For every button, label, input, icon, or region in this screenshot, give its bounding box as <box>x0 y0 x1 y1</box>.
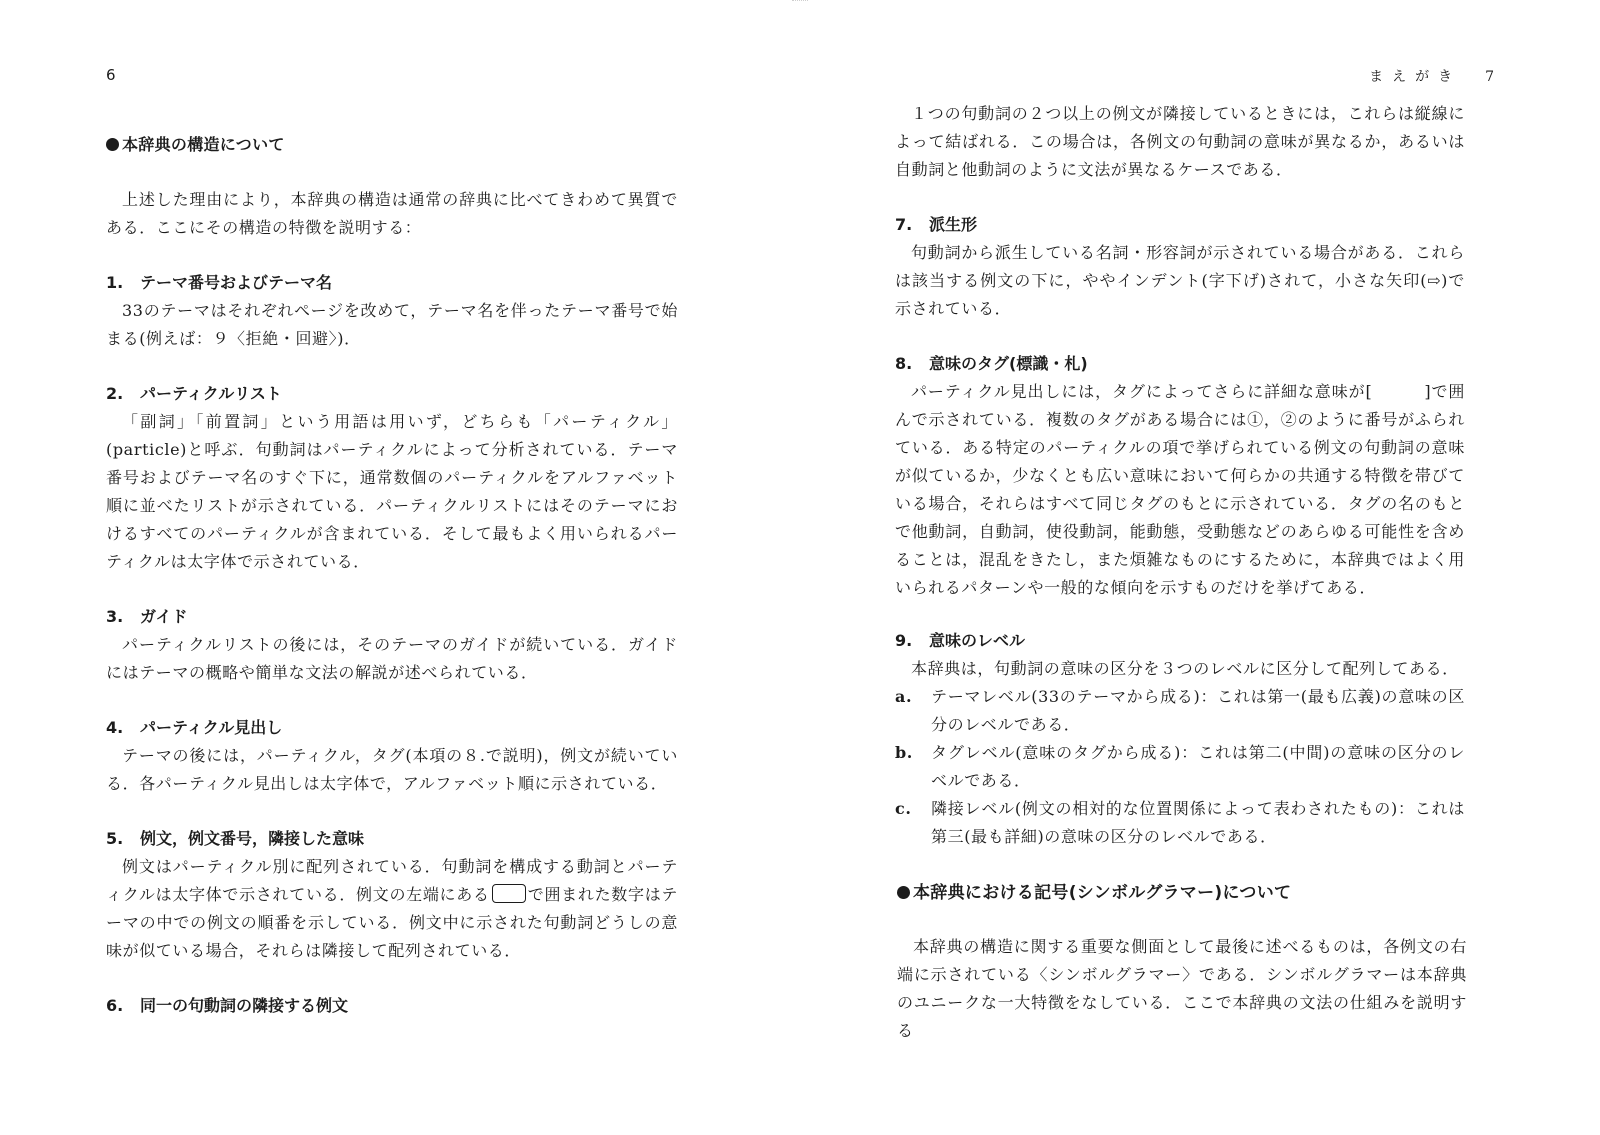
section-5 <box>106 825 678 965</box>
page-number-right: 7 <box>1485 69 1494 85</box>
section-4-heading <box>106 714 678 742</box>
section-7-body: 句動詞から派生している名詞・形容詞が示されている場合がある．これらは該当する例文の下に，ややインデント(字下げ)されて，小さな矢印(⇨)で示されている． <box>895 243 1465 318</box>
section-4-body: テーマの後には，パーティクル，タグ(本項の８.で説明)，例文が続いている．各パーティクル見出しは太字体で，アルファベット順に示されている． <box>106 746 678 793</box>
list-text: タグレベル(意味のタグから成る)：これは第二(中間)の意味の区分のレベルである． <box>931 743 1465 790</box>
section-title: 派生形 <box>929 215 978 234</box>
section-1-heading <box>106 269 678 297</box>
section-6 <box>106 992 678 1020</box>
section-1 <box>106 269 678 353</box>
bullet-dot-icon <box>106 138 119 151</box>
rounded-box-symbol-icon <box>492 884 526 903</box>
continuation-text: １つの句動詞の２つ以上の例文が隣接しているときには，これらは縦線によって結ばれる．この場合は，各例文の句動詞の意味が異なるか，あるいは自動詞と他動詞のように文法が異なるケースである． <box>895 104 1465 179</box>
continuation-paragraph <box>895 100 1465 184</box>
section-2-heading <box>106 380 678 408</box>
section-number: 7. <box>895 215 913 234</box>
section-title: ガイド <box>140 607 188 626</box>
section-7 <box>895 211 1465 323</box>
section-heading-structure <box>106 132 285 155</box>
section-9-body: 本辞典は，句動詞の意味の区分を３つのレベルに区分して配列してある． <box>911 659 1459 678</box>
list-letter: a. <box>895 687 913 706</box>
section-title: パーティクルリスト <box>140 384 282 403</box>
bullet-dot-icon <box>897 886 910 899</box>
section-6-heading <box>106 992 678 1020</box>
section-number: 3. <box>106 607 124 626</box>
section-number: 8. <box>895 354 913 373</box>
section-2-body: 「副詞」「前置詞」という用語は用いず，どちらも「パーティクル」(particle)と呼ぶ．句動詞はパーティクルによって分析されている．テーマ番号およびテーマ名のすぐ下に，通常数個のパーティクルをアルファベット順に並べたリストが示されている．パーティクルリストにはそのテーマにおけるすべてのパーティクルが含まれている．そして最もよく用いられるパーティクルは太字体で示されている． <box>106 412 678 571</box>
heading-text: 本辞典における記号(シンボルグラマー)について <box>913 883 1292 903</box>
page-number-left: 6 <box>106 66 116 84</box>
intro-paragraph <box>106 186 678 242</box>
running-head <box>1369 66 1494 86</box>
list-letter: b. <box>895 743 913 762</box>
section-title: 意味のレベル <box>929 631 1026 650</box>
section-9 <box>895 627 1465 851</box>
section-number: 9. <box>895 631 913 650</box>
section-number: 6. <box>106 996 124 1015</box>
section-number: 4. <box>106 718 124 737</box>
section-8 <box>895 350 1465 602</box>
section-5-body <box>106 853 678 965</box>
body-part: パーティクル見出しには，タグによってさらに詳細な意味が[ <box>911 382 1373 401</box>
section-3-heading <box>106 603 678 631</box>
section-9-heading <box>895 627 1465 655</box>
list-item <box>895 795 1465 851</box>
section-3-body: パーティクルリストの後には，そのテーマのガイドが続いている．ガイドにはテーマの概略や簡単な文法の解説が述べられている． <box>106 635 678 682</box>
list-letter: c. <box>895 799 912 818</box>
right-page <box>800 0 1600 1135</box>
section-1-body: 33のテーマはそれぞれページを改めて，テーマ名を伴ったテーマ番号で始まる(例えば：９〈拒絶・回避〉)． <box>106 301 678 348</box>
heading-text: 本辞典の構造について <box>122 135 285 154</box>
section-number: 1. <box>106 273 124 292</box>
section-title: テーマ番号およびテーマ名 <box>140 273 333 292</box>
closing-paragraph <box>897 933 1467 1045</box>
running-head-title: まえがき <box>1369 69 1462 85</box>
section-3 <box>106 603 678 687</box>
section-heading-symbols <box>897 878 1291 903</box>
list-text: 隣接レベル(例文の相対的な位置関係によって表わされたもの)：これは第三(最も詳細)の意味の区分のレベルである． <box>931 799 1465 846</box>
section-8-heading <box>895 350 1465 378</box>
closing-text: 本辞典の構造に関する重要な側面として最後に述べるものは，各例文の右端に示されている〈シンボルグラマー〉である．シンボルグラマーは本辞典のユニークな一大特徴をなしている．ここで本辞典の文法の仕組みを説明する <box>897 937 1467 1040</box>
body-part: 例文はパーティクル別に配列されている．句動詞を構成する動詞とパーティクルは太字体で示されている．例文の左端にある <box>106 857 678 904</box>
section-title: パーティクル見出し <box>140 718 283 737</box>
body-part: ]で囲んで示されている．複数のタグがある場合には①，②のように番号がふられている．ある特定のパーティクルの項で挙げられている例文の句動詞の意味が似ているか，少なくとも広い意味において何らかの共通する特徴を帯びている場合，それらはすべて同じタグのもとに示されている．タグの名のもとで他動詞，自動詞，使役動詞，能動態，受動態などのあらゆる可能性を含めることは，混乱をきたし，また煩雑なものにするために，本辞典ではよく用いられるパターンや一般的な傾向を示すものだけを挙げてある． <box>895 382 1465 597</box>
section-2 <box>106 380 678 576</box>
list-item <box>895 739 1465 795</box>
body-part: で囲まれた数字はテーマの中での例文の順番を示している．例文中に示された句動詞どうしの意味が似ている場合，それらは隣接して配列されている． <box>106 885 678 960</box>
section-title: 意味のタグ(標識・札) <box>929 354 1088 373</box>
section-7-heading <box>895 211 1465 239</box>
section-4 <box>106 714 678 798</box>
section-title: 同一の句動詞の隣接する例文 <box>140 996 349 1015</box>
section-title: 例文，例文番号，隣接した意味 <box>140 829 365 848</box>
intro-text: 上述した理由により，本辞典の構造は通常の辞典に比べてきわめて異質である．ここにその構造の特徴を説明する： <box>106 190 678 237</box>
section-number: 5. <box>106 829 124 848</box>
section-number: 2. <box>106 384 124 403</box>
list-item <box>895 683 1465 739</box>
section-8-body <box>895 378 1465 602</box>
list-text: テーマレベル(33のテーマから成る)：これは第一(最も広義)の意味の区分のレベルである． <box>931 687 1465 734</box>
section-5-heading <box>106 825 678 853</box>
